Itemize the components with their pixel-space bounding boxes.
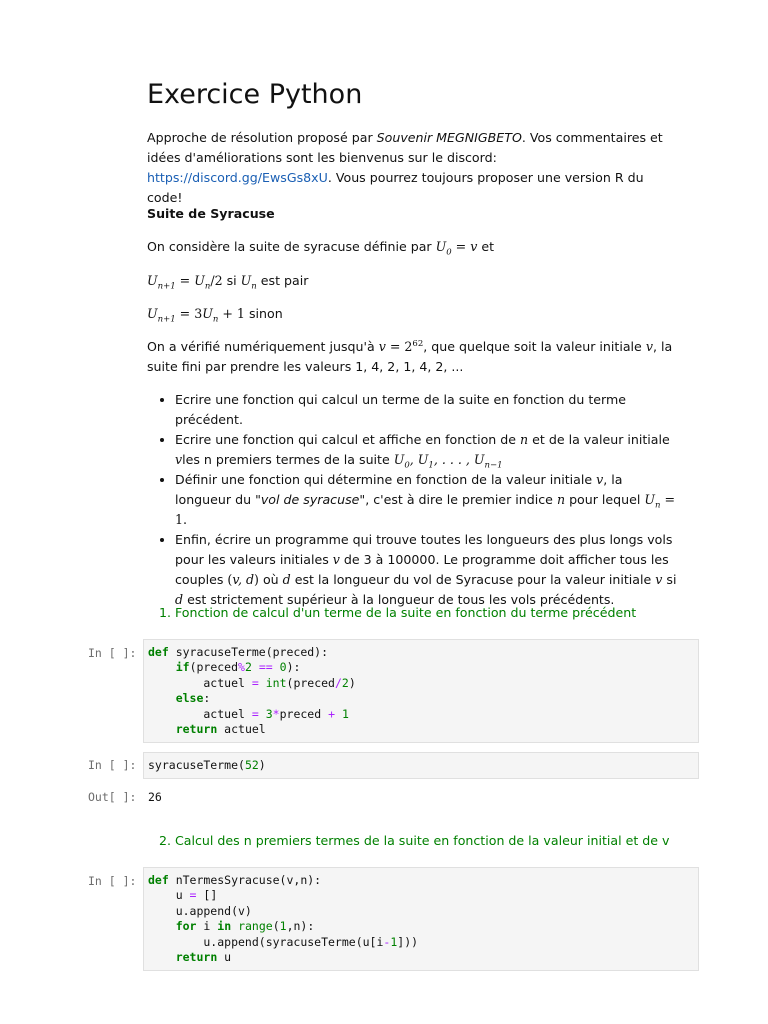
definition-line: On considère la suite de syracuse définie par $U_0 = v$ et	[147, 239, 495, 258]
input-prompt: In [ ]:	[88, 758, 137, 772]
discord-link[interactable]: https://discord.gg/EwsGs8xU	[147, 170, 328, 185]
author-name: Souvenir MEGNIGBETO	[376, 130, 522, 145]
input-prompt: In [ ]:	[88, 646, 137, 660]
cell-output: 26	[148, 790, 162, 804]
code-cell-syracuse-terme[interactable]: def syracuseTerme(preced): if(preced%2 == 0): actuel = int(preced/2) else: actuel = 3*preced + 1 return actuel	[143, 639, 699, 743]
rule-odd: $U_{n+1} = 3U_n + 1$ sinon	[147, 306, 283, 325]
page-title: Exercice Python	[147, 79, 363, 110]
math-rule-even: $U_{n+1} = U_n/2$	[147, 273, 223, 292]
intro-paragraph: Approche de résolution proposé par Souvenir MEGNIGBETO. Vos commentaires et idées d'améliorations sont les bienvenus sur le discord: https://discord.gg/EwsGs8xU. Vous pourrez toujours proposer une version R du code!	[147, 130, 663, 205]
task-list	[147, 390, 682, 610]
code-cell-call[interactable]: syracuseTerme(52)	[143, 752, 699, 779]
step-2: 2. Calcul des n premiers termes de la suite en fonction de la valeur initial et de v	[147, 831, 682, 851]
output-prompt: Out[ ]:	[88, 790, 137, 804]
input-prompt: In [ ]:	[88, 874, 137, 888]
list-item: • Ecrire une fonction qui calcul et affiche en fonction de n et de la valeur initiale vles n premiers termes de la suite $U_0$, $U_1$, . . . , $U_{n-1}$	[175, 430, 682, 470]
list-item: • Enfin, écrire un programme qui trouve toutes les longueurs des plus longs vols pour les valeurs initiales v de 3 à 100000. Le programme doit afficher tous les couples (v, d) où d est la longueur du vol de Syracuse pour la valeur initiale v si d est strictement supérieur à la longueur de tous les vols précédents.	[175, 530, 682, 610]
math-u0: $U_0 = v$	[435, 239, 478, 258]
step-1: 1. Fonction de calcul d'un terme de la suite en fonction du terme précédent	[147, 603, 682, 623]
list-item: • Définir une fonction qui détermine en fonction de la valeur initiale v, la longueur du "vol de syracuse", c'est à dire le premier indice n pour lequel $U_n = 1$.	[175, 470, 682, 530]
rule-even: $U_{n+1} = U_n/2$ si $U_n$ est pair	[147, 273, 309, 292]
code-cell-n-termes[interactable]: def nTermesSyracuse(v,n): u = [] u.append(v) for i in range(1,n): u.append(syracuseTerme(u[i-1])) return u	[143, 867, 699, 971]
verification-paragraph: On a vérifié numériquement jusqu'à $v = 2^{62}$, que quelque soit la valeur initiale v, la suite fini par prendre les valeurs 1, 4, 2, 1, 4, 2, ...	[147, 338, 673, 374]
section-heading: Suite de Syracuse	[147, 206, 275, 221]
list-item: • Ecrire une fonction qui calcul un terme de la suite en fonction du terme précédent.	[175, 390, 682, 430]
math-rule-odd: $U_{n+1} = 3U_n + 1$	[147, 306, 245, 325]
